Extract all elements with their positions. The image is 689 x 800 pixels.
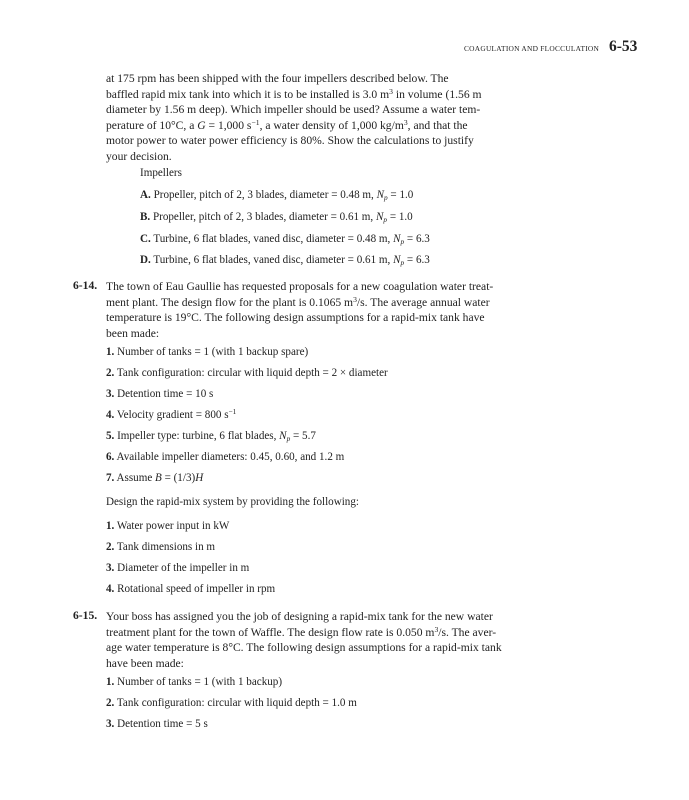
text-line: have been made: <box>106 656 184 670</box>
text-line: The town of Eau Gaullie has requested proposals for a new coagulation water treat- <box>106 280 494 293</box>
text-line: baffled rapid mix tank into which it is to be installed is 3.0 $m^3$ in volume (1.56 m <box>106 86 482 101</box>
text-line: age water temperature is 8°C. The following design assumptions for a rapid-mix tank <box>106 641 502 655</box>
text-line: temperature is 19°C. The following design assumptions for a rapid-mix tank have <box>106 311 485 325</box>
impeller-item: D. Turbine, 6 flat blades, vaned disc, diameter = 0.61 m, $N_p = 6.3$ <box>140 254 430 268</box>
page-number: 6-53 <box>609 38 638 55</box>
text-line: Your boss has assigned you the job of designing a rapid-mix tank for the new water <box>106 610 493 623</box>
impeller-item: A. Propeller, pitch of 2, 3 blades, diameter = 0.48 m, $N_p = 1.0$ <box>140 189 414 203</box>
impeller-item: C. Turbine, 6 flat blades, vaned disc, diameter = 0.48 m, $N_p = 6.3$ <box>140 233 430 247</box>
impeller-item: B. Propeller, pitch of 2, 3 blades, diameter = 0.61 m, $N_p = 1.0$ <box>140 211 413 225</box>
deliverable-item: 3. Diameter of the impeller in m <box>106 562 250 574</box>
text-line: at 175 rpm has been shipped with the four impellers described below. The <box>106 72 449 85</box>
text-line: motor power to water power efficiency is 80%. Show the calculations to justify <box>106 134 474 148</box>
assumption-item: 4. Velocity gradient = 800 $s^{-1}$ <box>106 407 237 421</box>
deliverable-item: 2. Tank dimensions in m <box>106 541 216 553</box>
assumption-item: 2. Tank configuration: circular with liquid depth = 2 × diameter <box>106 367 388 379</box>
assumption-item: 6. Available impeller diameters: 0.45, 0.60, and 1.2 m <box>106 451 345 463</box>
assumption-item: 3. Detention time = 10 s <box>106 388 214 400</box>
impellers-heading: Impellers <box>140 167 182 179</box>
problem-14-text <box>106 279 493 341</box>
running-header-title: COAGULATION AND FLOCCULATION <box>464 44 600 53</box>
problem-number: 6-14. <box>73 279 98 292</box>
text-line: perature of 10°C, a G = 1,000 $s^{-1}$, a water density of 1,000 $kg/m^3$, and that the <box>106 117 468 132</box>
problem-number: 6-15. <box>73 609 98 622</box>
assumption-item: 2. Tank configuration: circular with liquid depth = 1.0 m <box>106 697 357 709</box>
text-line: treatment plant for the town of Waffle. The design flow rate is 0.050 $m^3/s$. The aver- <box>106 624 497 639</box>
assumption-item: 5. Impeller type: turbine, 6 flat blades, $N_p = 5.7$ <box>106 430 316 444</box>
design-intro: Design the rapid-mix system by providing the following: <box>106 496 359 508</box>
problem-15-text <box>106 609 502 671</box>
text-line: diameter by 1.56 m deep). Which impeller should be used? Assume a water tem- <box>106 103 481 117</box>
assumption-item: 3. Detention time = 5 s <box>106 718 208 730</box>
problem-13-continuation <box>106 71 482 165</box>
assumption-item: 7. Assume B = (1/3)H <box>106 472 204 484</box>
deliverable-item: 4. Rotational speed of impeller in rpm <box>106 583 276 595</box>
text-line: ment plant. The design flow for the plant is 0.1065 $m^3/s$. The average annual water <box>106 294 490 309</box>
text-line: been made: <box>106 326 160 340</box>
assumption-item: 1. Number of tanks = 1 (with 1 backup) <box>106 676 283 688</box>
text-line: your decision. <box>106 149 172 163</box>
assumption-item: 1. Number of tanks = 1 (with 1 backup spare) <box>106 346 309 358</box>
deliverable-item: 1. Water power input in kW <box>106 520 230 532</box>
